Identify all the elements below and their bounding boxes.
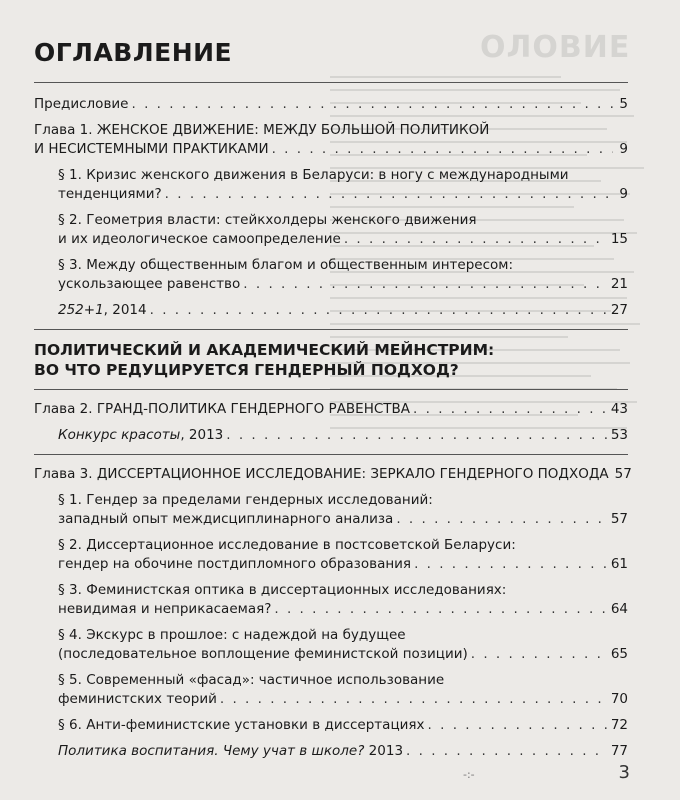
toc-page-number: 5	[619, 96, 628, 112]
toc-entry-line: § 2. Геометрия власти: стейкхолдеры женского движения	[58, 212, 477, 228]
toc-entry-last-line	[58, 301, 628, 320]
toc-entry[interactable]	[34, 256, 628, 294]
toc-entry-title	[58, 600, 271, 619]
toc-entry[interactable]	[34, 400, 628, 419]
toc-entry-title	[58, 645, 468, 664]
toc-page-number: 53	[610, 427, 628, 443]
toc-page-number: 43	[610, 401, 628, 417]
toc-entry-title	[34, 140, 269, 159]
toc-entry-line: § 3. Феминистская оптика в диссертационных исследованиях:	[58, 582, 507, 598]
toc-entry[interactable]	[34, 426, 628, 445]
toc-entry-title	[58, 716, 425, 735]
toc-entry-line: § 3. Между общественным благом и общественным интересом:	[58, 257, 514, 273]
toc-entry-last-line	[58, 690, 628, 709]
toc-entry[interactable]	[34, 95, 628, 114]
toc-entry[interactable]	[34, 465, 632, 484]
dot-leader	[131, 95, 613, 114]
toc-entry-last-line	[34, 400, 628, 419]
part-title	[34, 340, 628, 380]
toc-entry-last-line	[58, 555, 628, 574]
toc-entry[interactable]	[34, 211, 628, 249]
toc-entry-last-line	[58, 185, 628, 204]
toc-entry-title	[58, 690, 217, 709]
part-rule-top	[34, 329, 628, 330]
toc-page-number: 70	[610, 691, 628, 707]
toc-entry-title-text: § 6. Анти-феминистские установки в диссертациях	[58, 717, 425, 733]
toc-entry-title-text: тенденциями?	[58, 186, 162, 202]
toc-entry-line: Глава 1. ЖЕНСКОЕ ДВИЖЕНИЕ: МЕЖДУ БОЛЬШОЙ ПОЛИТИКОЙ	[34, 122, 490, 138]
toc-entry-title-text: Глава 2. ГРАНД-ПОЛИТИКА ГЕНДЕРНОГО РАВЕНСТВА	[34, 401, 411, 417]
toc-section-chapter-2	[34, 400, 628, 445]
toc-entry-title	[58, 426, 223, 445]
toc-page-number: 9	[619, 141, 628, 157]
toc-entry-line: § 1. Кризис женского движения в Беларуси: в ногу с международными	[58, 167, 569, 183]
toc-entry-last-line	[58, 510, 628, 529]
toc-entry[interactable]	[34, 742, 628, 761]
toc-page-number: 72	[610, 717, 628, 733]
toc-entry-title-text: западный опыт междисциплинарного анализа	[58, 511, 394, 527]
toc-entry-last-line	[34, 95, 628, 114]
toc-entry-title-text: Конкурс красоты	[58, 427, 181, 443]
toc-entry[interactable]	[34, 121, 628, 159]
toc-entry-title-text: феминистских теорий	[58, 691, 217, 707]
toc-entry-title	[58, 742, 403, 761]
toc-section-chapter-3	[34, 465, 632, 761]
toc-entry-line: § 4. Экскурс в прошлое: с надеждой на будущее	[58, 627, 406, 643]
dot-leader	[344, 230, 608, 249]
toc-entry-title-text: И НЕСИСТЕМНЫМИ ПРАКТИКАМИ	[34, 141, 269, 157]
toc-entry[interactable]	[34, 626, 628, 664]
toc-entry-title-text: ускользающее равенство	[58, 276, 241, 292]
dot-leader	[243, 275, 608, 294]
toc-entry-title	[34, 465, 609, 484]
dot-leader	[413, 400, 608, 419]
toc-entry-last-line	[58, 600, 628, 619]
toc-section-part-1	[34, 95, 628, 320]
toc-entry-title	[34, 400, 410, 419]
toc-entry-last-line	[58, 645, 628, 664]
toc-entry-year: , 2014	[103, 302, 147, 318]
part-title-line-1: ПОЛИТИЧЕСКИЙ И АКАДЕМИЧЕСКИЙ МЕЙНСТРИМ:	[34, 341, 495, 359]
dot-leader	[272, 140, 613, 159]
dot-leader	[150, 301, 608, 320]
toc-entry[interactable]	[34, 491, 628, 529]
toc-entry-last-line	[58, 275, 628, 294]
dot-leader	[471, 645, 608, 664]
toc-entry-title	[58, 230, 341, 249]
toc-entry-last-line	[58, 742, 628, 761]
toc-entry[interactable]	[34, 301, 628, 320]
toc-page-number: 27	[610, 302, 628, 318]
top-rule	[34, 82, 628, 83]
toc-entry-title-text: и их идеологическое самоопределение	[58, 231, 341, 247]
toc-entry[interactable]	[34, 166, 628, 204]
dot-leader	[274, 600, 607, 619]
toc-page-number: 65	[610, 646, 628, 662]
toc-page-number: 57	[614, 466, 632, 482]
toc-entry-title-text: гендер на обочине постдипломного образования	[58, 556, 412, 572]
toc-page-number: 64	[610, 601, 628, 617]
dot-leader	[414, 555, 608, 574]
toc-page-number: 61	[610, 556, 628, 572]
toc-page-number: 9	[619, 186, 628, 202]
toc-page-number: 57	[610, 511, 628, 527]
footer-mark: -:-	[463, 768, 475, 781]
dot-leader	[396, 510, 607, 529]
toc-entry[interactable]	[34, 581, 628, 619]
dot-leader	[165, 185, 613, 204]
chapter-rule	[34, 454, 628, 455]
toc-entry-title	[58, 275, 240, 294]
toc-entry-title	[58, 301, 147, 320]
toc-entry-last-line	[58, 230, 628, 249]
toc-entry-title-text: Политика воспитания. Чему учат в школе?	[58, 743, 365, 759]
toc-entry-title-text: 252+1	[58, 302, 104, 318]
toc-entry-title-text: Предисловие	[34, 96, 129, 112]
toc-entry-last-line	[34, 465, 632, 484]
toc-entry-year: , 2013	[180, 427, 224, 443]
toc-entry-last-line	[58, 426, 628, 445]
toc-entry[interactable]	[34, 536, 628, 574]
toc-entry[interactable]	[34, 671, 628, 709]
toc-page-number: 15	[610, 231, 628, 247]
dot-leader	[220, 690, 608, 709]
toc-entry-line: § 5. Современный «фасад»: частичное использование	[58, 672, 445, 688]
toc-entry-line: § 2. Диссертационное исследование в постсоветской Беларуси:	[58, 537, 516, 553]
toc-entry-title	[34, 95, 128, 114]
toc-heading: ОГЛАВЛЕНИЕ	[34, 38, 233, 67]
table-of-contents	[34, 38, 632, 768]
bleed-through-text: ОЛОВИЕ	[330, 30, 660, 730]
toc-page-number: 77	[610, 743, 628, 759]
toc-page-number: 21	[610, 276, 628, 292]
toc-entry-title	[58, 510, 393, 529]
toc-entry-year: 2013	[364, 743, 404, 759]
toc-entry-last-line	[58, 716, 628, 735]
toc-entry-title-text: Глава 3. ДИССЕРТАЦИОННОЕ ИССЛЕДОВАНИЕ: ЗЕРКАЛО ГЕНДЕРНОГО ПОДХОДА	[34, 466, 609, 482]
toc-entry-title	[58, 185, 162, 204]
toc-entry-title	[58, 555, 411, 574]
dot-leader	[428, 716, 608, 735]
dot-leader	[226, 426, 608, 445]
toc-entry-last-line	[34, 140, 628, 159]
toc-entry-line: § 1. Гендер за пределами гендерных исследований:	[58, 492, 433, 508]
toc-entry-title-text: (последовательное воплощение феминистской позиции)	[58, 646, 468, 662]
dot-leader	[406, 742, 608, 761]
toc-entry[interactable]	[34, 716, 628, 735]
part-title-line-2: ВО ЧТО РЕДУЦИРУЕТСЯ ГЕНДЕРНЫЙ ПОДХОД?	[34, 361, 459, 379]
toc-entry-title-text: невидимая и неприкасаемая?	[58, 601, 272, 617]
part-rule-bottom	[34, 389, 628, 390]
page-number: 3	[618, 762, 630, 783]
